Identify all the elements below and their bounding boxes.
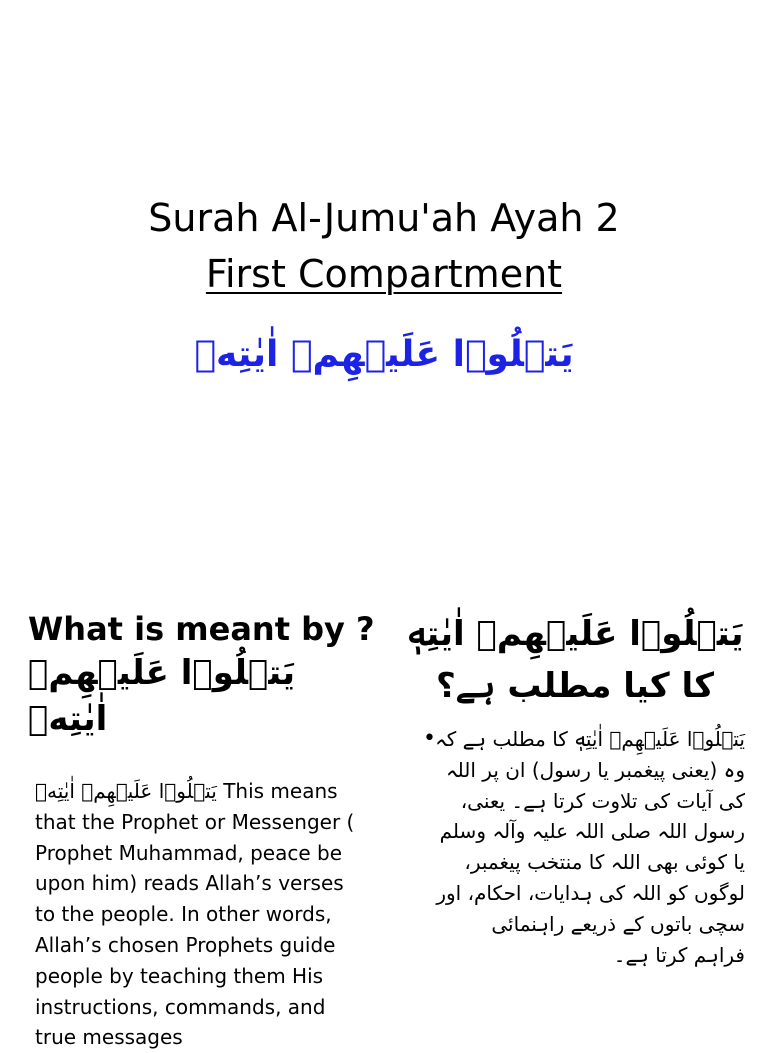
left-heading-arabic: يَتۡلُوۡا عَلَيۡهِمۡ اٰيٰتِهٖ [28,653,296,739]
left-body-arabic: يَتۡلُوۡا عَلَيۡهِمۡ اٰيٰتِهٖ [35,779,217,803]
slide-subtitle: First Compartment [205,252,563,296]
left-body [28,776,365,1053]
hero-arabic-verse: يَتۡلُوۡا عَلَيۡهِمۡ اٰيٰتِهٖ [194,334,574,375]
slide-title: Surah Al-Jumu'ah Ayah 2 [148,196,620,240]
right-heading-urdu: يَتۡلُوۡا عَلَيۡهِمۡ اٰيٰتِهٖ کا کیا مطلب ہے؟ [406,614,744,706]
right-column [395,608,755,970]
left-heading: What is meant by ? [28,610,375,648]
title-block [0,190,768,302]
left-body-text: This means that the Prophet or Messenger ( Prophet Muhammad, peace be upon him) reads Allah’s verses to the people. In other words, Allah’s chosen Prophets guide people by teaching them His instructions, commands, and true messages [35,779,355,1050]
right-body [395,724,755,970]
right-body-urdu: يَتۡلُوۡا عَلَيۡهِمۡ اٰيٰتِهٖ کا مطلب ہے کہ وہ (یعنی پیغمبر یا رسول) ان پر اللہ کی آیات کی تلاوت کرتا ہے۔ یعنی، رسول اللہ صلی اللہ علیہ وآلہ وسلم یا کوئی بھی اللہ کا منتخب پیغمبر، لوگوں کو اللہ کی ہدایات، احکام، اور سچی باتوں کے ذریعے راہنمائی فراہم کرتا ہے۔ [435,727,745,967]
bullet-marker: • [423,726,436,751]
left-column [28,608,373,1053]
